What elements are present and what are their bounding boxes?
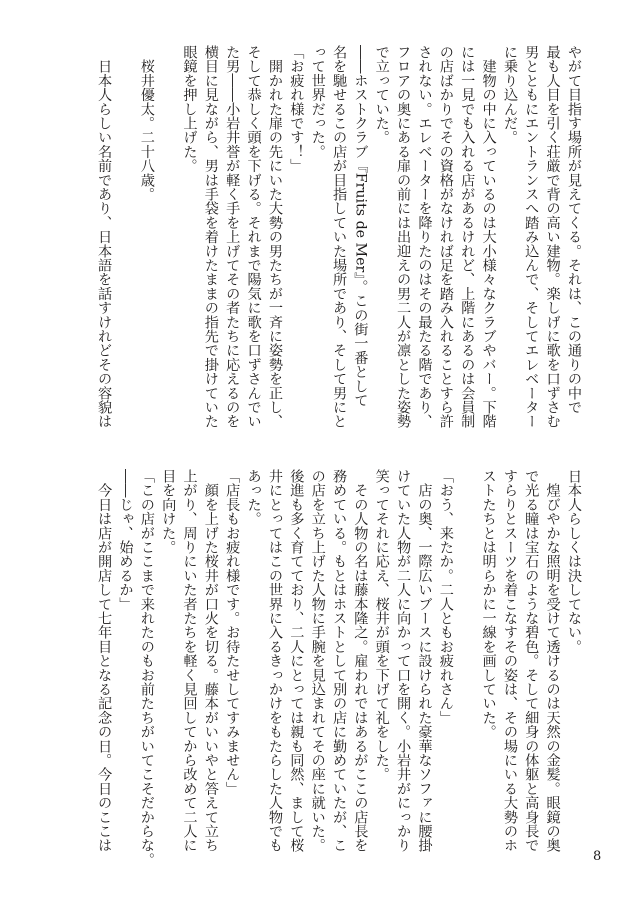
dialogue-line: ――じゃ、始めるか」 [117, 469, 134, 611]
text-line: って世界だった。 [309, 45, 326, 159]
text-line: 桜井優太。二十八歳。 [138, 45, 155, 202]
text-line: た男――小岩井誉が軽く手を上げてその者たちに応えるのを [224, 45, 241, 429]
text-line: 建物の中に入っているのは大小様々なクラブやバー。下階 [480, 45, 497, 429]
blank-line [456, 469, 477, 881]
text-line: 横目に見ながら、男は手袋を着けたままの指先で掛けていた [202, 45, 219, 429]
text-line: の店ばかりでその資格がなければ足を踏み入れることすら許 [437, 45, 454, 429]
text-line: で光る瞳は宝石のような碧色。そして細身の体躯と高身長で [523, 469, 540, 853]
text-line: には一見でも入れる店があるけれど、上階にあるのは会員制 [459, 45, 476, 429]
text-line: 後進も多く育てており、二人にとっては親も同然、まして桜 [288, 469, 305, 853]
text-line: その人物の名は藤本隆之。雇われではあるがここの店長を [352, 469, 369, 853]
text-line: 名を馳せるこの店が目指していた場所であり、そして男にと [331, 45, 348, 429]
text-line: 井にとってはこの世界に入るきっかけをもたらした人物でも [266, 469, 283, 853]
dialogue-line: 「おう、来たか。二人ともお疲れさん」 [437, 469, 454, 725]
text-line: 日本人らしい名前であり、日本語を話すけれどその容貌は [96, 45, 113, 429]
text-line: 開かれた扉の先にいた大勢の男たちが一斉に姿勢を正し、 [266, 45, 283, 429]
text-line: 煌びやかな照明を受けて透けるのは天然の金髪。眼鏡の奥 [544, 469, 561, 853]
text-line: フロアの奥にある扉の前には出迎えの男二人が凛とした姿勢 [395, 45, 412, 429]
text-line: されない。エレベーターを降りたのはその最たる階であり、 [416, 45, 433, 429]
dialogue-line: 「お疲れ様です！」 [288, 45, 305, 173]
text-line: 上がり、周りにいた者たちを軽く見回してから改めて二人に [181, 469, 198, 853]
text-line: で立っていた。 [373, 45, 390, 145]
upper-text-block [92, 45, 584, 457]
text-line: 笑ってそれに応え、桜井が頭を下げて礼をした。 [373, 469, 390, 782]
dialogue-line: 「この店がここまで来れたのもお前たちがいてこそだからな。 [138, 469, 155, 867]
text-line: 目を向けた。 [160, 469, 177, 555]
text-line: に乗り込んだ。 [501, 45, 518, 145]
blank-line [114, 45, 135, 457]
text-line: すらりとスーツを着こなすその姿は、その場にいる大勢のホ [501, 469, 518, 853]
dialogue-line: 「店長もお疲れ様です。お待たせしてすみません」 [224, 469, 241, 796]
text-line: やがて目指す場所が見えてくる。それは、この通りの中で [566, 45, 582, 415]
text-line: 眼鏡を押し上げた。 [181, 45, 198, 173]
text-line: ――ホストクラブ『Fruits de Mer』。この街一番として [352, 45, 369, 408]
text-line: 男とともにエントランスへ踏み込んで、そしてエレベーター [523, 45, 540, 429]
blank-line [157, 45, 178, 457]
text-line: 顔を上げた桜井が口火を切る。藤本がいいやと答えて立ち [202, 469, 219, 853]
text-line: の店を立ち上げた人物に手腕を見込まれてその座に就いた。 [309, 469, 326, 853]
text-line: ストたちとは明らかに一線を画していた。 [480, 469, 497, 739]
text-line: 最も人目を引く荘厳で背の高い建物。楽しげに歌を口ずさむ [544, 45, 561, 429]
page-number: 8 [593, 849, 602, 864]
text-line: あった。 [245, 469, 262, 526]
text-line: 店の奥、一際広いブースに設けられた豪華なソファに腰掛 [416, 469, 433, 853]
text-line: 務めている。もとはホストとして別の店に勤めていたが、こ [331, 469, 348, 853]
text-line: 日本人らしくは決してない。 [566, 469, 582, 654]
text-line: けていた人物が二人に向かって口を開く。小岩井がにっかり [395, 469, 412, 853]
text-line: そして恭しく頭を下げる。それまで陽気に歌を口ずさんでい [245, 45, 262, 429]
text-line: 今日は店が開店して七年目となる記念の日。今日のここは [96, 469, 113, 853]
lower-text-block [92, 469, 584, 881]
